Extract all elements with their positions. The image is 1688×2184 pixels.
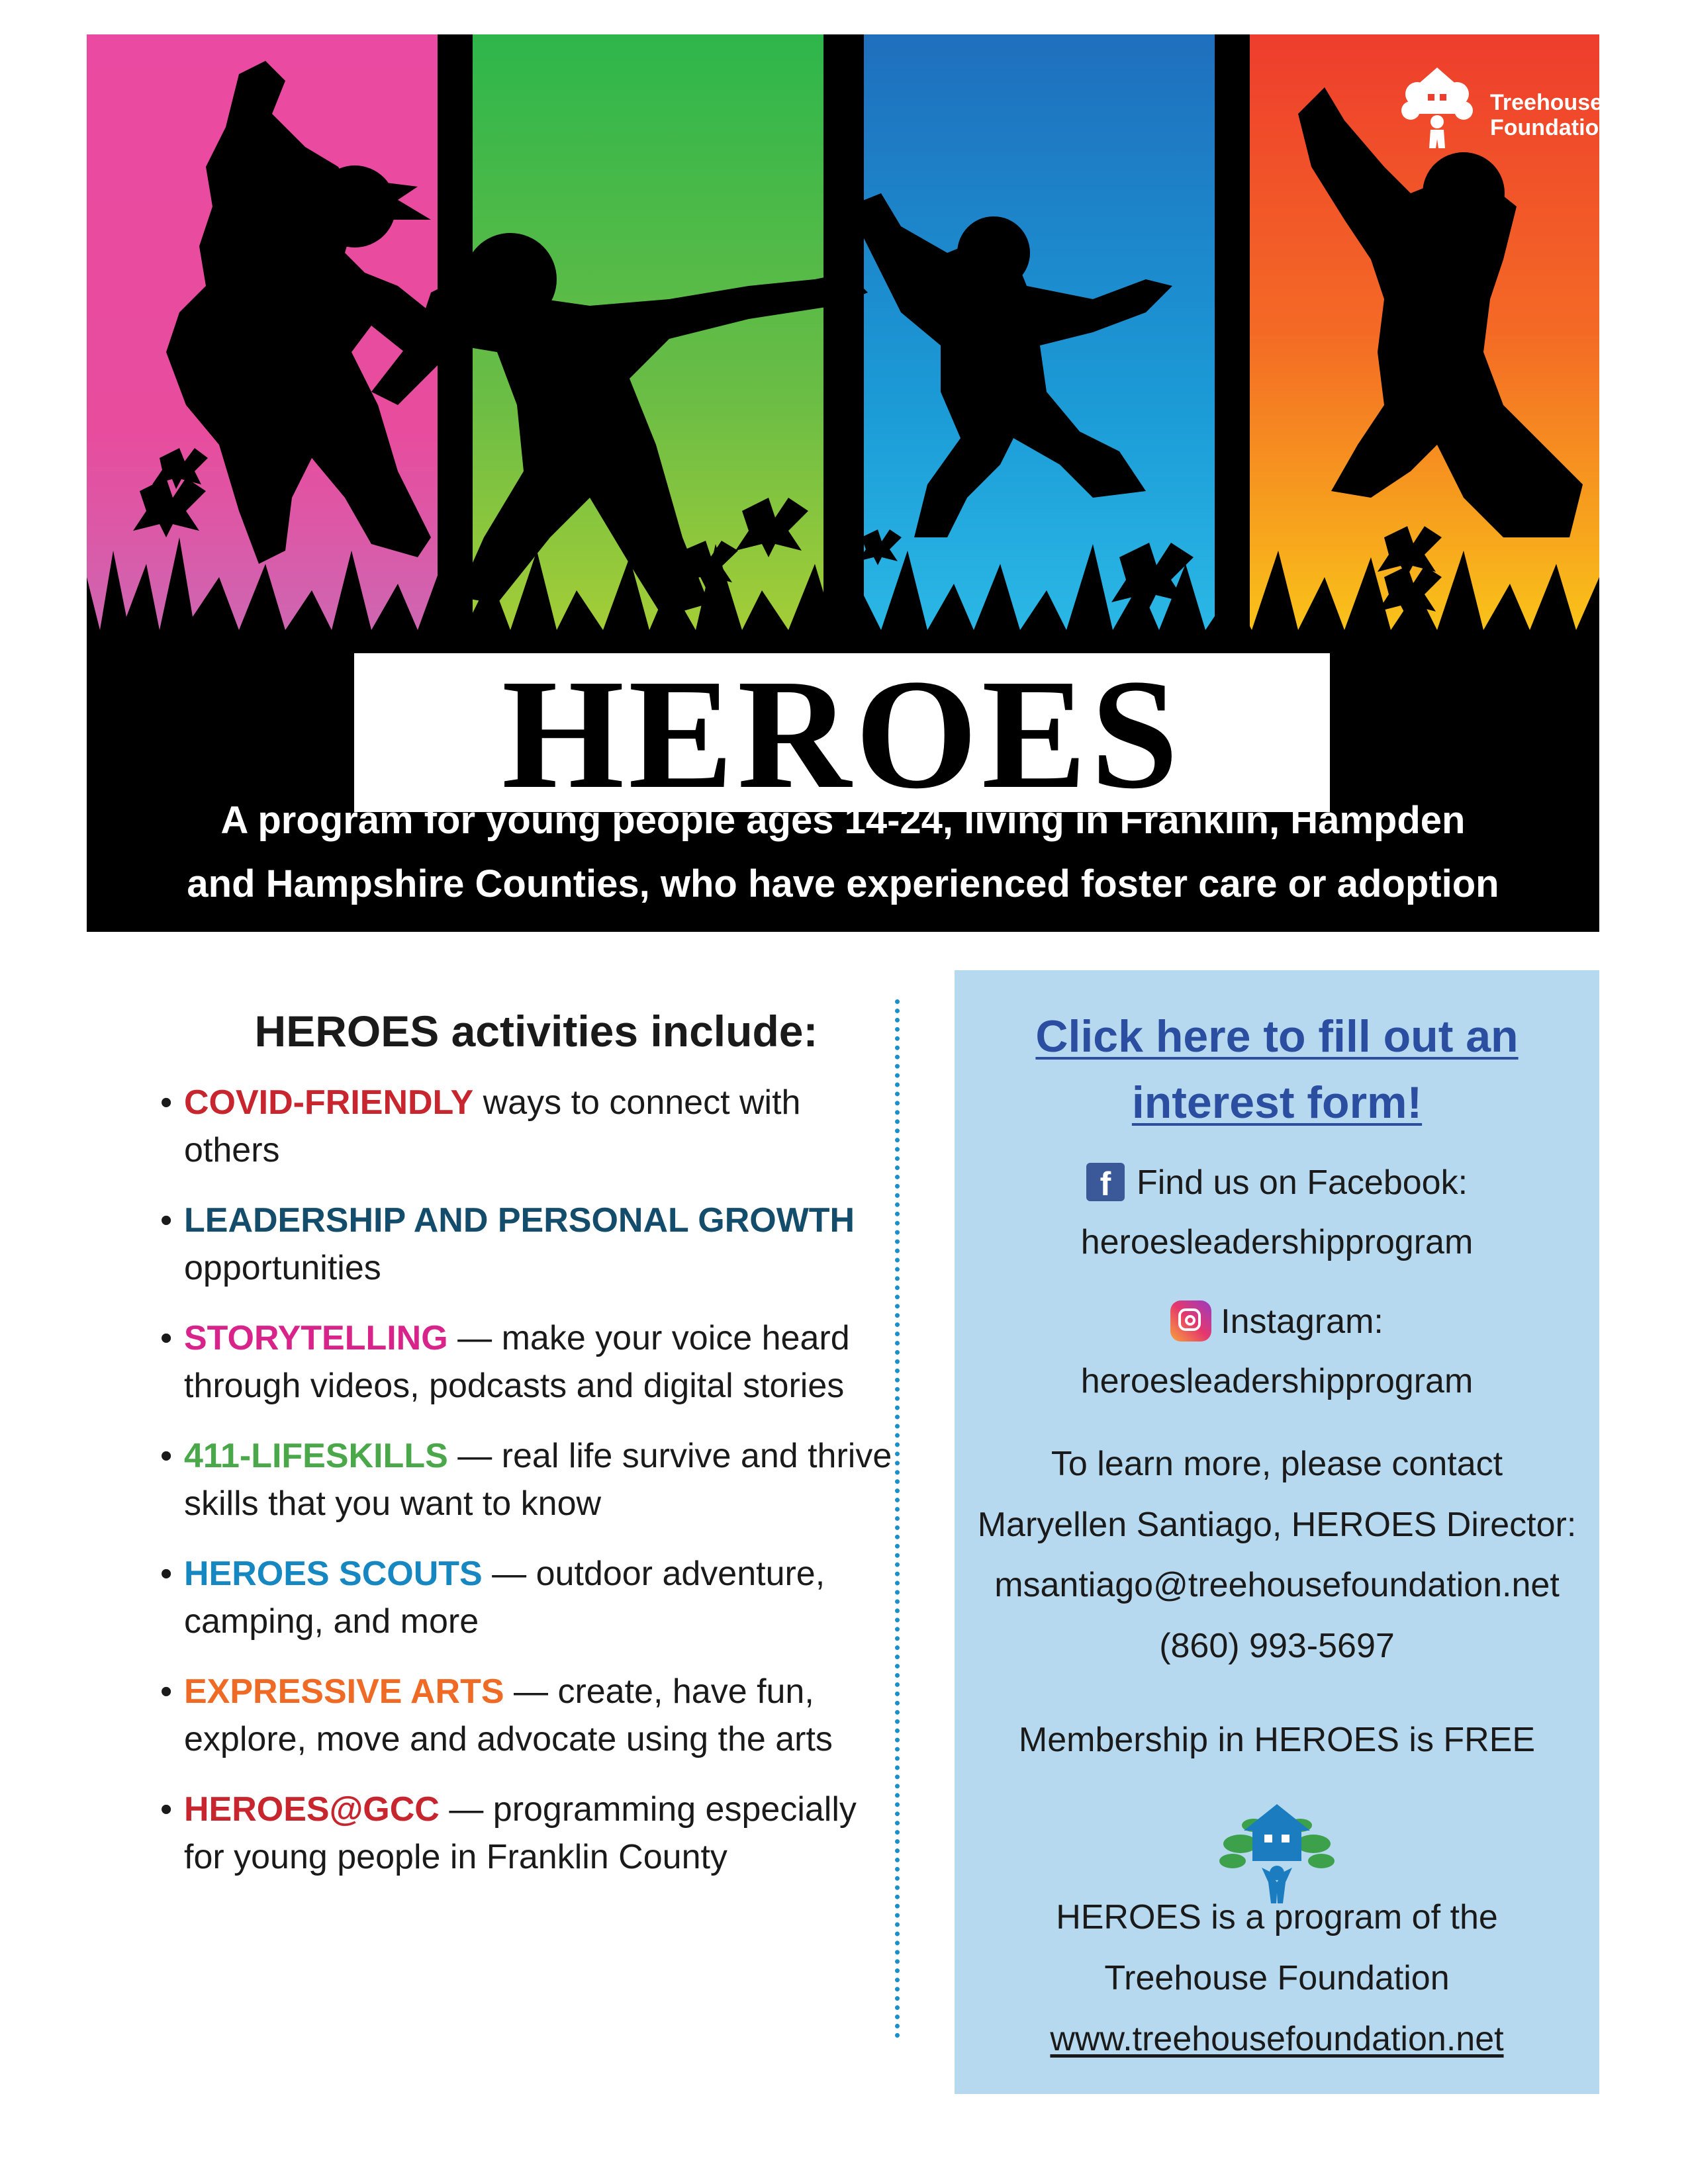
activity-description: opportunities [184,1249,381,1287]
activity-description: — create, have fun, explore, move and advocate using the arts [184,1672,833,1758]
activity-item [139,1668,900,1763]
contact-email[interactable]: msantiago@treehousefoundation.net [994,1566,1560,1604]
activity-description: — programming especially for young people in Franklin County [184,1790,857,1876]
form-link-line1[interactable]: Click here to fill out an [1035,1011,1519,1062]
bullet-icon: • [160,1437,173,1475]
interest-form-link[interactable] [955,1003,1599,1136]
program-of-line2: Treehouse Foundation [1104,1959,1450,1997]
activity-name: LEADERSHIP AND PERSONAL GROWTH [184,1201,855,1240]
treehouse-logo-icon [1391,61,1483,154]
contact-panel [955,970,1599,2094]
activities-list [139,1079,900,1881]
heroes-title-box [354,647,1330,821]
bullet-icon: • [160,1790,173,1829]
subtitle-line1: A program for young people ages 14-24, living in Franklin, Hampden [220,799,1466,842]
activity-item [139,1314,900,1410]
instagram-row[interactable] [955,1301,1599,1344]
facebook-label: Find us on Facebook: [1136,1163,1468,1202]
membership-note: Membership in HEROES is FREE [1018,1721,1536,1759]
bullet-icon: • [160,1201,173,1240]
treehouse-logo-icon [1214,1797,1340,1910]
activity-name: 411-LIFESKILLS [184,1437,448,1475]
dotted-divider [895,999,900,2038]
website-url[interactable]: www.treehousefoundation.net [1050,2020,1504,2058]
activities-heading: HEROES activities include: [254,1007,818,1056]
activities-section [139,1006,900,1903]
program-of-line1: HEROES is a program of the [1056,1898,1498,1936]
subtitle-line2: and Hampshire Counties, who have experienced foster care or adoption [187,862,1499,905]
website-link[interactable] [955,2019,1599,2060]
activity-name: STORYTELLING [184,1319,448,1357]
contact-name: Maryellen Santiago, HEROES Director: [977,1506,1577,1544]
instagram-icon[interactable] [1170,1300,1211,1342]
bullet-icon: • [160,1319,173,1357]
facebook-handle[interactable]: heroesleadershipprogram [1080,1223,1474,1261]
activity-name: EXPRESSIVE ARTS [184,1672,504,1711]
bullet-icon: • [160,1672,173,1711]
bullet-icon: • [160,1083,173,1122]
activity-description: ways to connect with others [184,1083,801,1169]
activity-description: — outdoor adventure, camping, and more [184,1555,825,1641]
logo-text-line1: Treehouse [1490,90,1603,115]
banner-subtitle [87,789,1599,916]
activity-name: HEROES SCOUTS [184,1555,483,1593]
instagram-handle[interactable]: heroesleadershipprogram [1080,1362,1474,1400]
bullet-icon: • [160,1555,173,1593]
activity-item [139,1550,900,1645]
form-link-line2[interactable]: interest form! [1131,1077,1423,1128]
facebook-row[interactable] [955,1162,1599,1204]
activity-item [139,1197,900,1292]
activity-item [139,1079,900,1174]
heroes-title: HEROES [502,647,1182,821]
activity-name: COVID-FRIENDLY [184,1083,474,1122]
treehouse-foundation-logo [1391,54,1613,160]
facebook-icon[interactable]: f [1086,1163,1125,1201]
activity-description: — make your voice heard through videos, podcasts and digital stories [184,1319,850,1405]
activity-item [139,1786,900,1881]
contact-phone: (860) 993-5697 [1159,1627,1395,1665]
activity-name: HEROES@GCC [184,1790,440,1829]
treehouse-logo-text [1490,90,1613,140]
activity-item [139,1432,900,1527]
instagram-label: Instagram: [1221,1302,1383,1341]
hero-banner [87,34,1613,932]
activity-description: — real life survive and thrive skills that you want to know [184,1437,892,1523]
contact-intro: To learn more, please contact [1051,1445,1503,1483]
jumping-silhouettes-illustration [87,34,1599,696]
logo-text-line2: Foundation [1490,115,1613,140]
